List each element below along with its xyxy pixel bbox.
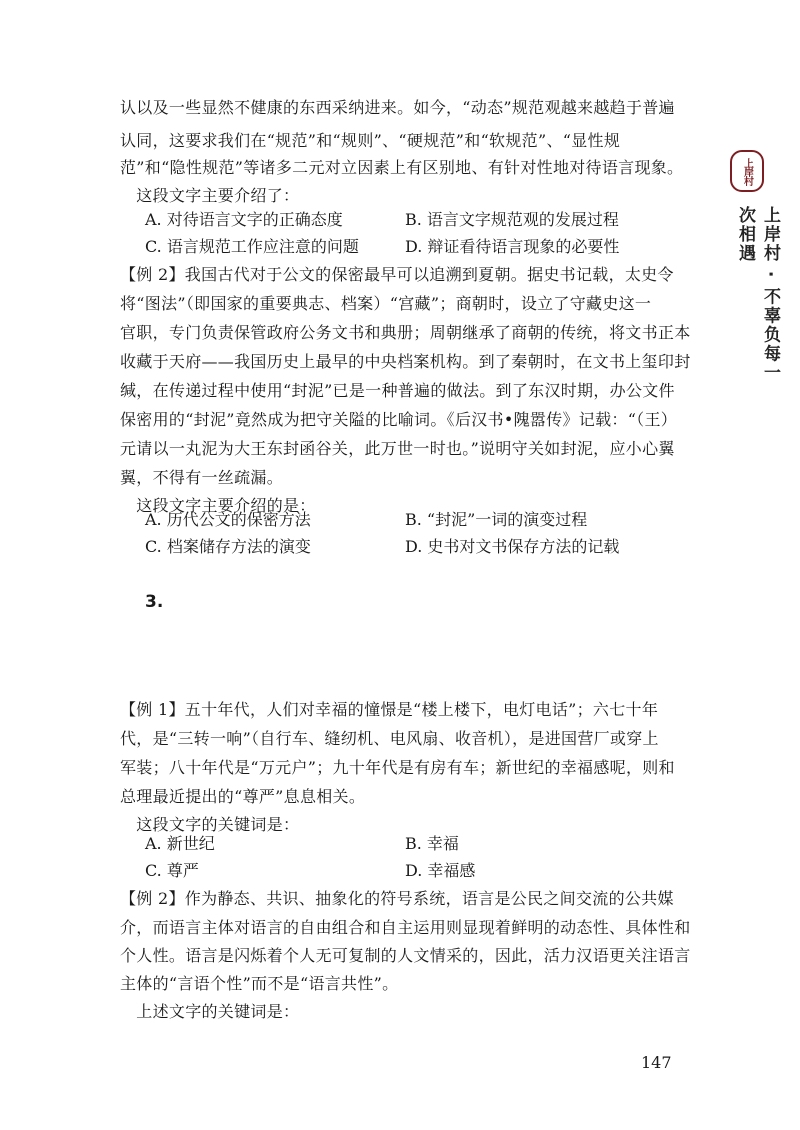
text-line: 翼，不得有一丝疏漏。 bbox=[120, 468, 284, 487]
option-a: A. 对待语言文字的正确态度 bbox=[145, 210, 343, 229]
option-b: B. “封泥”一词的演变过程 bbox=[405, 510, 588, 529]
option-d: D. 辩证看待语言现象的必要性 bbox=[405, 237, 620, 256]
example-label-line: 【例 1】五十年代，人们对幸福的憧憬是“楼上楼下，电灯电话”；六七十年 bbox=[120, 700, 659, 719]
option-d: D. 幸福感 bbox=[405, 861, 476, 880]
option-c: C. 档案储存方法的演变 bbox=[145, 537, 311, 556]
question-prompt: 这段文字主要介绍的是： bbox=[120, 496, 316, 515]
text-line: 主体的“言语个性”而不是“语言共性”。 bbox=[120, 974, 399, 993]
seal-logo bbox=[730, 150, 764, 192]
question-prompt: 上述文字的关键词是： bbox=[120, 1002, 300, 1021]
text-line: 军装；八十年代是“万元户”；九十年代是有房有车；新世纪的幸福感呢，则和 bbox=[120, 758, 675, 777]
example-label-line: 【例 2】作为静态、共识、抽象化的符号系统，语言是公民之间交流的公共媒 bbox=[120, 889, 674, 908]
text-line: 官职，专门负责保管政府公务文书和典册；周朝继承了商朝的传统，将文书正本 bbox=[120, 323, 691, 342]
text-line: 收藏于天府——我国历史上最早的中央档案机构。到了秦朝时，在文书上玺印封 bbox=[120, 352, 691, 371]
seal-logo-text: 上岸村 bbox=[741, 157, 753, 185]
question-prompt: 这段文字主要介绍了： bbox=[120, 186, 300, 205]
text-line: 范”和“隐性规范”等诸多二元对立因素上有区别地、有针对性地对待语言现象。 bbox=[120, 158, 684, 177]
text-line: 保密用的“封泥”竟然成为把守关隘的比喻词。《后汉书•隗嚣传》记载：“（王） bbox=[120, 410, 678, 429]
question-prompt: 这段文字的关键词是： bbox=[120, 815, 300, 834]
option-b: B. 幸福 bbox=[405, 834, 459, 853]
page-number: 147 bbox=[641, 1053, 672, 1072]
text-line: 认以及一些显然不健康的东西采纳进来。如今，“动态”规范观越来越趋于普遍 bbox=[120, 98, 675, 117]
example-label-line: 【例 2】我国古代对于公文的保密最早可以追溯到夏朝。据史书记载，太史令 bbox=[120, 265, 674, 284]
side-brand bbox=[726, 150, 780, 400]
option-c: C. 尊严 bbox=[145, 861, 199, 880]
text-line: 元请以一丸泥为大王东封函谷关，此万世一时也。”说明守关如封泥，应小心翼 bbox=[120, 439, 675, 458]
option-a: A. 新世纪 bbox=[145, 834, 215, 853]
text-line: 缄，在传递过程中使用“封泥”已是一种普遍的做法。到了东汉时期，办公文件 bbox=[120, 381, 675, 400]
text-line: 总理最近提出的“尊严”息息相关。 bbox=[120, 787, 366, 806]
section-number: 3. bbox=[145, 592, 164, 612]
side-slogan: 上岸村 · 不辜负每一次相遇 bbox=[735, 206, 780, 383]
option-a: A. 历代公文的保密方法 bbox=[145, 510, 311, 529]
text-line: 介，而语言主体对语言的自由组合和自主运用则显现着鲜明的动态性、具体性和 bbox=[120, 918, 691, 937]
option-d: D. 史书对文书保存方法的记载 bbox=[405, 537, 620, 556]
text-line: 将“图法”（即国家的重要典志、档案）“宫藏”；商朝时，设立了守藏史这一 bbox=[120, 294, 652, 313]
option-b: B. 语言文字规范观的发展过程 bbox=[405, 210, 619, 229]
text-line: 个人性。语言是闪烁着个人无可复制的人文情采的，因此，活力汉语更关注语言 bbox=[120, 946, 691, 965]
option-c: C. 语言规范工作应注意的问题 bbox=[145, 237, 359, 256]
text-line: 认同，这要求我们在“规范”和“规则”、“硬规范”和“软规范”、“显性规 bbox=[120, 131, 621, 150]
text-line: 代，是“三转一响”（自行车、缝纫机、电风扇、收音机），是进国营厂或穿上 bbox=[120, 729, 659, 748]
